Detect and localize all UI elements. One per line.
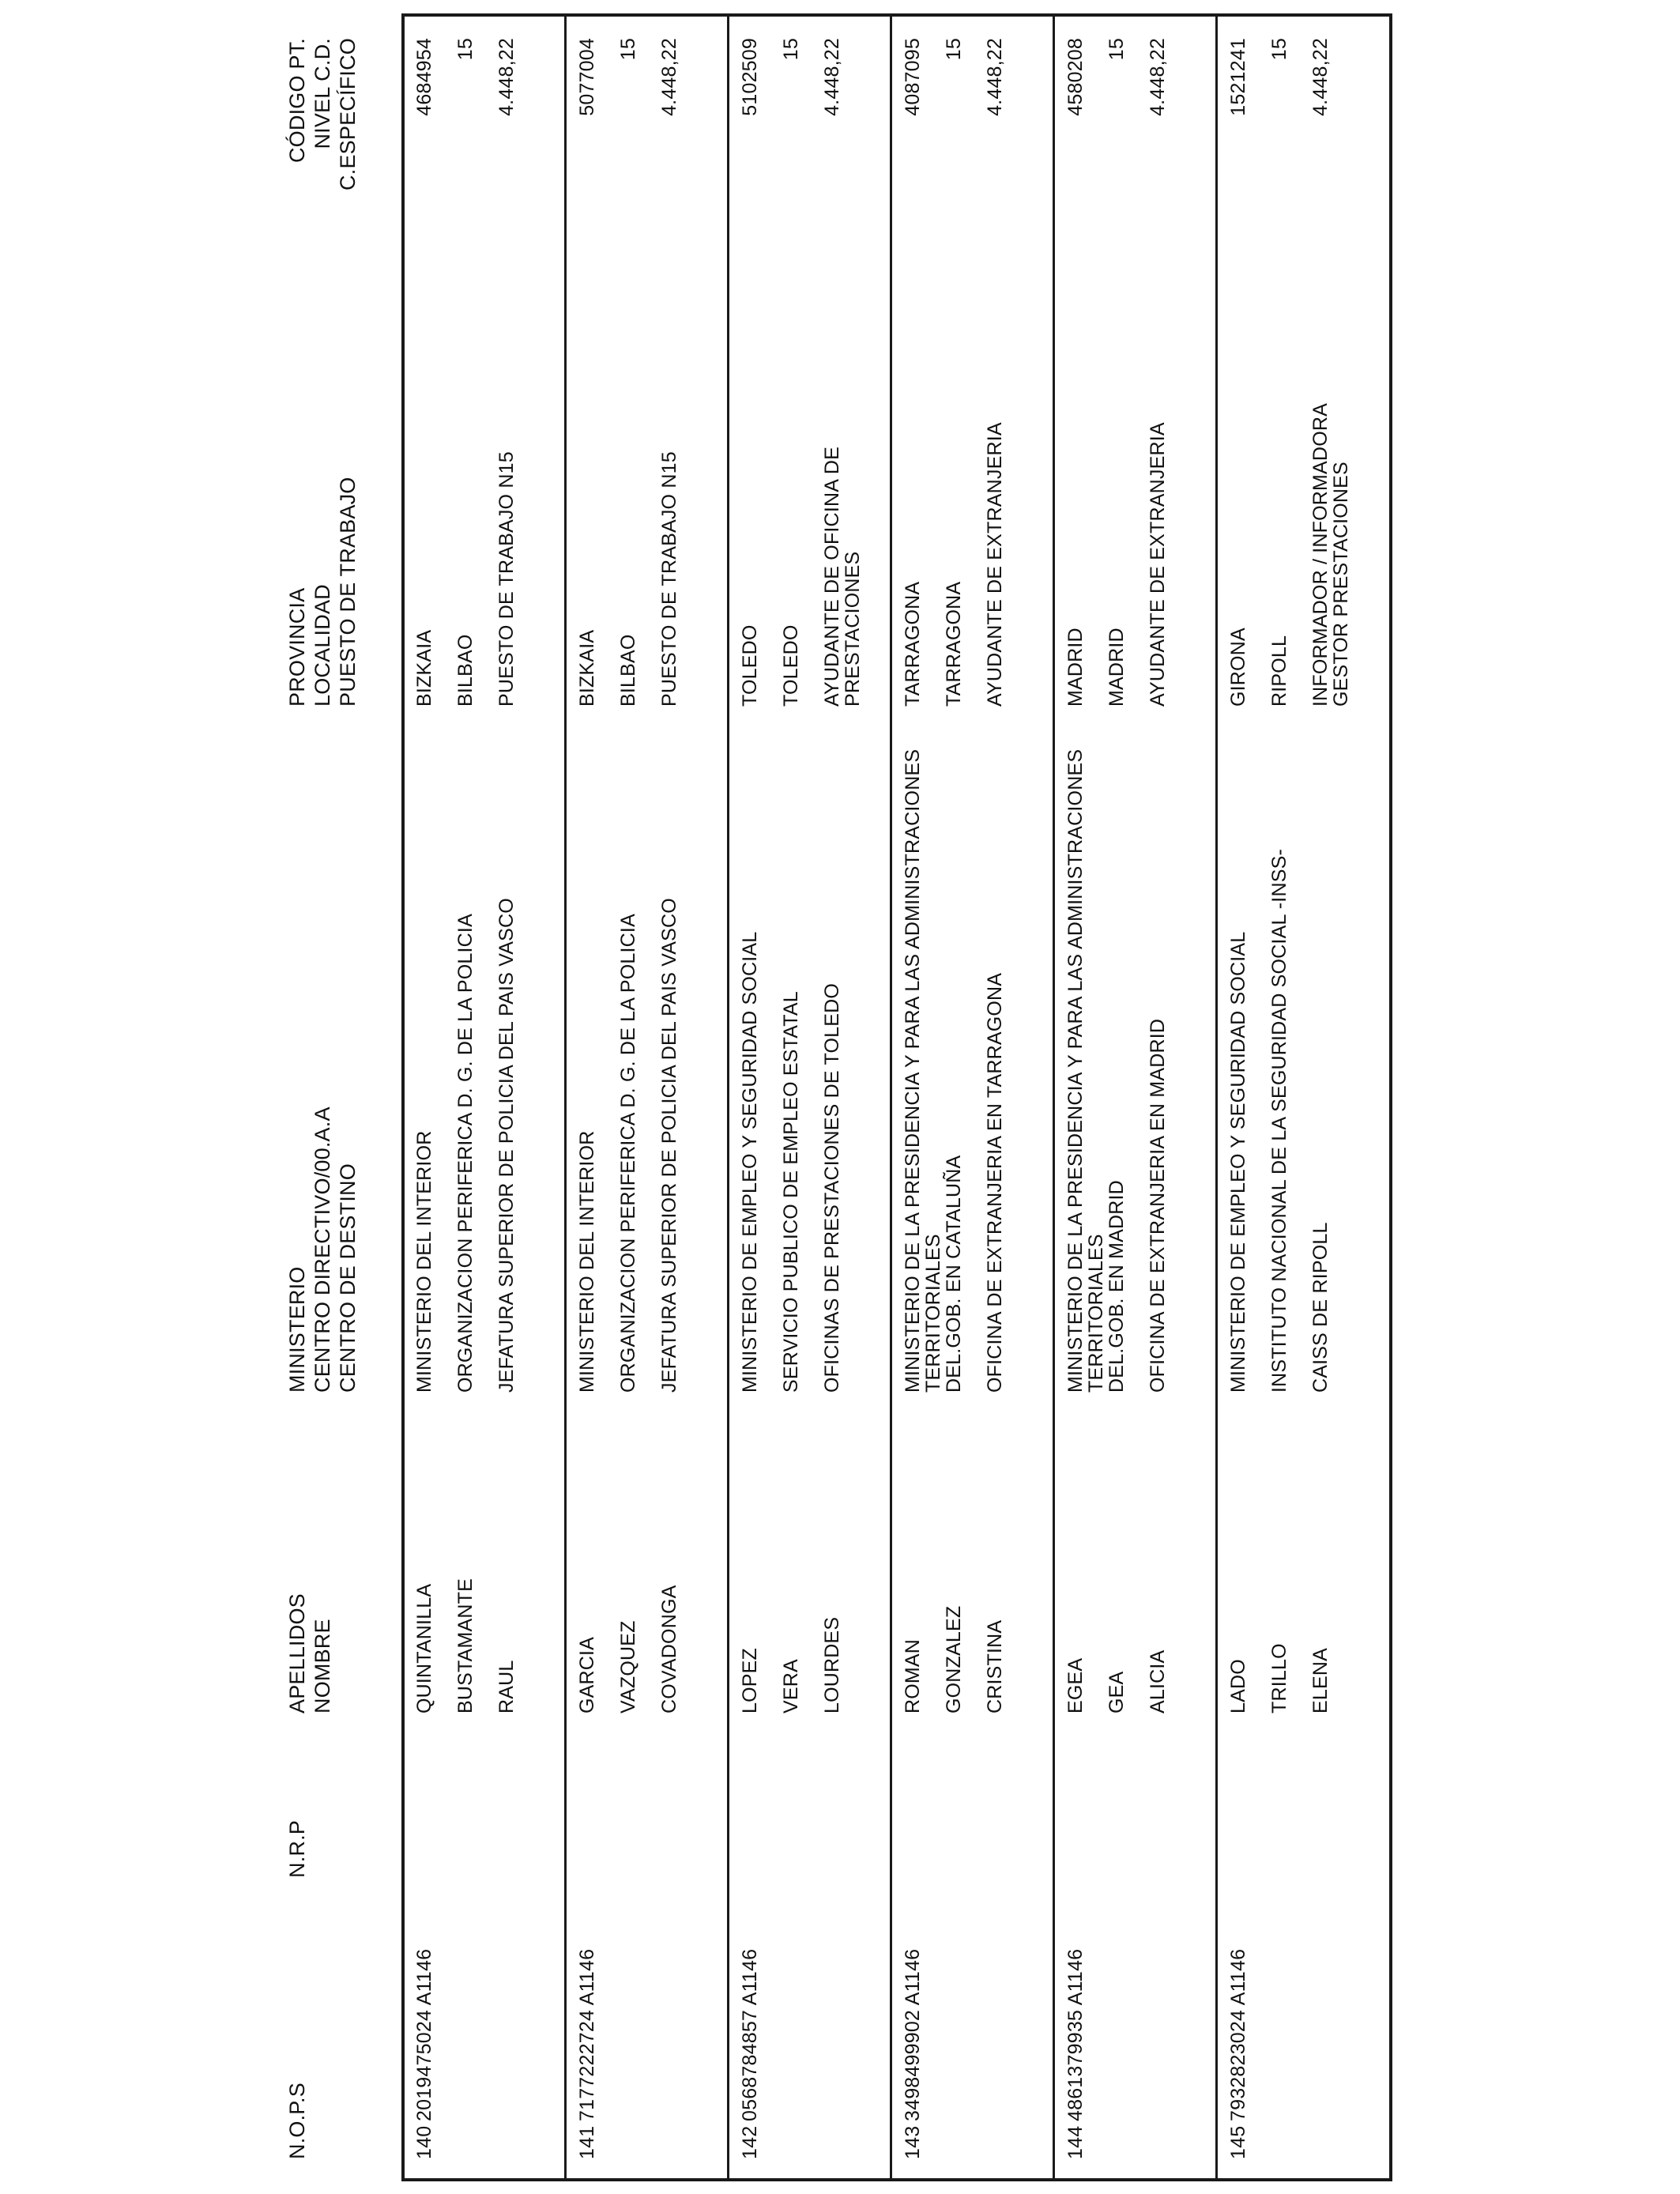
- row-nombre: ALICIA: [1147, 1649, 1169, 1713]
- row-localidad: RIPOLL: [1268, 635, 1290, 707]
- row-especifico: 4.448,22: [1309, 38, 1332, 116]
- row-number: 141: [576, 2125, 598, 2159]
- row-nivel: 15: [780, 38, 802, 61]
- row-centro-destino: JEFATURA SUPERIOR DE POLICIA DEL PAIS VASCO: [495, 898, 518, 1393]
- row-apellido1: ROMAN: [902, 1638, 924, 1713]
- row-separator: [890, 13, 892, 2181]
- row-provincia: BIZKAIA: [576, 629, 598, 707]
- row-especifico: 4.448,22: [821, 38, 843, 116]
- row-apellido1: LOPEZ: [739, 1648, 761, 1713]
- header-centro-directivo: CENTRO DIRECTIVO/00.A.A: [311, 1106, 334, 1393]
- row-number: 144: [1064, 2125, 1087, 2159]
- row-nombre: COVADONGA: [658, 1585, 680, 1713]
- row-number: 145: [1227, 2125, 1249, 2159]
- row-number: 140: [413, 2125, 435, 2159]
- row-apellido1: EGEA: [1064, 1657, 1087, 1713]
- row-especifico: 4.448,22: [1147, 38, 1169, 116]
- row-puesto: AYUDANTE DE EXTRANJERIA: [984, 422, 1006, 707]
- header-centro-destino: CENTRO DE DESTINO: [336, 1163, 360, 1393]
- row-centro-destino: JEFATURA SUPERIOR DE POLICIA DEL PAIS VASCO: [658, 898, 680, 1393]
- row-puesto: AYUDANTE DE OFICINA DE: [821, 447, 843, 707]
- row-ministerio: MINISTERIO DE EMPLEO Y SEGURIDAD SOCIAL: [1227, 931, 1249, 1393]
- row-nrp: 0568784857 A1146: [739, 1948, 761, 2121]
- row-localidad: TARRAGONA: [943, 581, 965, 707]
- row-puesto-line2: GESTOR PRESTACIONES: [1330, 462, 1352, 707]
- row-ministerio-line2: TERRITORIALES: [1085, 1234, 1107, 1393]
- row-apellido2: GONZALEZ: [943, 1605, 965, 1713]
- row-localidad: BILBAO: [617, 634, 639, 707]
- row-puesto-line2: PRESTACIONES: [842, 551, 864, 707]
- row-provincia: MADRID: [1064, 628, 1087, 707]
- row-nivel: 15: [617, 38, 639, 61]
- row-nrp: 7932823024 A1146: [1227, 1948, 1249, 2121]
- row-provincia: TARRAGONA: [902, 581, 924, 707]
- row-puesto: PUESTO DE TRABAJO N15: [495, 451, 518, 707]
- row-nivel: 15: [1268, 38, 1290, 61]
- row-separator: [1053, 13, 1055, 2181]
- row-centro-directivo: DEL.GOB. EN CATALUÑA: [943, 1155, 965, 1393]
- row-nombre: LOURDES: [821, 1616, 843, 1713]
- row-localidad: BILBAO: [454, 634, 477, 707]
- row-apellido2: VERA: [780, 1659, 802, 1713]
- row-codigo: 1521241: [1227, 38, 1249, 116]
- header-especifico: C.ESPECÍFICO: [336, 38, 360, 190]
- row-localidad: MADRID: [1106, 628, 1128, 707]
- row-centro-directivo: INSTITUTO NACIONAL DE LA SEGURIDAD SOCIAL -INSS-: [1268, 849, 1290, 1393]
- row-centro-destino: OFICINA DE EXTRANJERIA EN MADRID: [1147, 1018, 1169, 1393]
- row-apellido2: GEA: [1106, 1671, 1128, 1713]
- row-codigo: 4580208: [1064, 38, 1087, 116]
- row-codigo: 4684954: [413, 38, 435, 116]
- row-apellido2: VAZQUEZ: [617, 1620, 639, 1713]
- header-ministerio: MINISTERIO: [285, 1266, 309, 1393]
- row-especifico: 4.448,22: [984, 38, 1006, 116]
- row-nivel: 15: [943, 38, 965, 61]
- header-nombre: NOMBRE: [311, 1619, 334, 1713]
- row-ministerio: MINISTERIO DE LA PRESIDENCIA Y PARA LAS ADMINISTRACIONES: [902, 748, 924, 1393]
- row-provincia: GIRONA: [1227, 628, 1249, 707]
- row-puesto: INFORMADOR / INFORMADORA: [1309, 403, 1332, 707]
- row-centro-destino: OFICINAS DE PRESTACIONES DE TOLEDO: [821, 982, 843, 1393]
- row-especifico: 4.448,22: [495, 38, 518, 116]
- header-puesto: PUESTO DE TRABAJO: [336, 477, 360, 707]
- row-ministerio-line2: TERRITORIALES: [922, 1234, 944, 1393]
- row-apellido1: QUINTANILLA: [413, 1583, 435, 1713]
- header-nrp: N.R.P: [285, 1819, 309, 1878]
- row-nrp: 7177222724 A1146: [576, 1948, 598, 2121]
- row-separator: [1215, 13, 1218, 2181]
- header-nivel: NIVEL C.D.: [311, 38, 334, 149]
- header-nops: N.O.P.S: [285, 2083, 309, 2159]
- row-separator: [564, 13, 567, 2181]
- row-centro-directivo: DEL.GOB. EN MADRID: [1106, 1180, 1128, 1393]
- row-apellido2: TRILLO: [1268, 1643, 1290, 1713]
- row-localidad: TOLEDO: [780, 624, 802, 707]
- row-centro-directivo: ORGANIZACION PERIFERICA D. G. DE LA POLICIA: [617, 914, 639, 1393]
- row-ministerio: MINISTERIO DE EMPLEO Y SEGURIDAD SOCIAL: [739, 931, 761, 1393]
- row-provincia: BIZKAIA: [413, 629, 435, 707]
- row-ministerio: MINISTERIO DEL INTERIOR: [576, 1130, 598, 1393]
- header-provincia: PROVINCIA: [285, 587, 309, 707]
- row-nrp: 2019475024 A1146: [413, 1948, 435, 2121]
- row-centro-destino: CAISS DE RIPOLL: [1309, 1222, 1332, 1393]
- row-nombre: ELENA: [1309, 1648, 1332, 1713]
- row-codigo: 4087095: [902, 38, 924, 116]
- row-especifico: 4.448,22: [658, 38, 680, 116]
- row-nrp: 4861379935 A1146: [1064, 1948, 1087, 2121]
- header-localidad: LOCALIDAD: [311, 584, 334, 707]
- row-nombre: RAUL: [495, 1660, 518, 1713]
- row-ministerio: MINISTERIO DEL INTERIOR: [413, 1130, 435, 1393]
- row-nombre: CRISTINA: [984, 1619, 1006, 1713]
- row-centro-destino: OFICINA DE EXTRANJERIA EN TARRAGONA: [984, 972, 1006, 1393]
- row-centro-directivo: ORGANIZACION PERIFERICA D. G. DE LA POLICIA: [454, 914, 477, 1393]
- row-centro-directivo: SERVICIO PUBLICO DE EMPLEO ESTATAL: [780, 991, 802, 1393]
- row-number: 142: [739, 2125, 761, 2159]
- row-number: 143: [902, 2125, 924, 2159]
- row-puesto: PUESTO DE TRABAJO N15: [658, 451, 680, 707]
- row-nivel: 15: [454, 38, 477, 61]
- row-nivel: 15: [1106, 38, 1128, 61]
- row-provincia: TOLEDO: [739, 624, 761, 707]
- row-apellido1: GARCIA: [576, 1636, 598, 1713]
- row-nrp: 3498499902 A1146: [902, 1948, 924, 2121]
- row-codigo: 5102509: [739, 38, 761, 116]
- row-codigo: 5077004: [576, 38, 598, 116]
- row-apellido1: LADO: [1227, 1659, 1249, 1713]
- row-apellido2: BUSTAMANTE: [454, 1578, 477, 1713]
- row-puesto: AYUDANTE DE EXTRANJERIA: [1147, 422, 1169, 707]
- row-ministerio: MINISTERIO DE LA PRESIDENCIA Y PARA LAS ADMINISTRACIONES: [1064, 748, 1087, 1393]
- row-separator: [727, 13, 729, 2181]
- header-apellidos: APELLIDOS: [285, 1593, 309, 1713]
- header-codigo: CÓDIGO PT.: [285, 38, 309, 164]
